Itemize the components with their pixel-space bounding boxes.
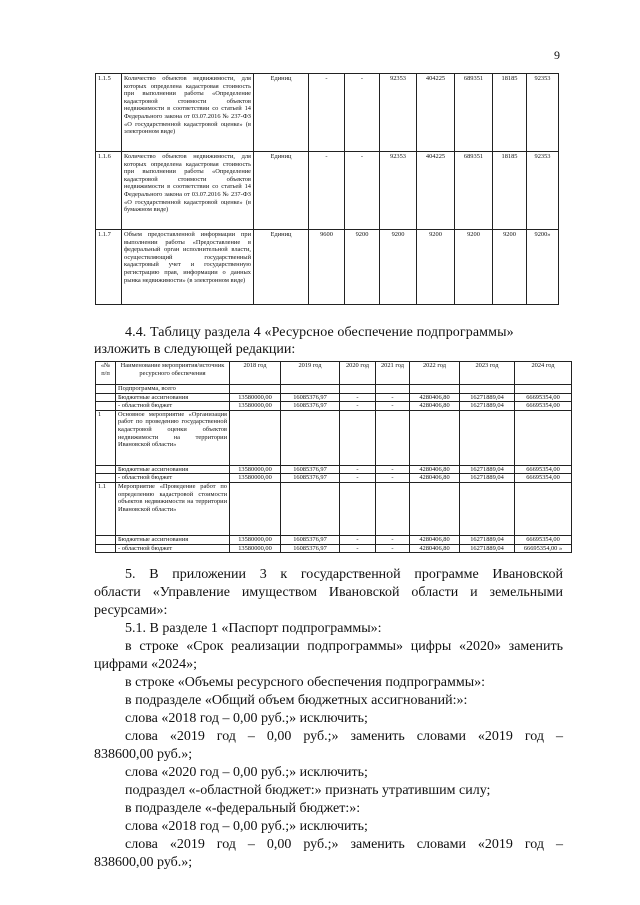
paragraph-5-line1: 5. В приложении 3 к государственной программе Ивановской — [125, 567, 563, 582]
table-row — [96, 465, 572, 474]
column-header: Наименование мероприятия/источник ресурсного обеспечения — [116, 362, 230, 385]
table-row — [96, 393, 572, 402]
line-2019-replace-2b: 838600,00 руб.»; — [94, 855, 193, 870]
value-cell: 13580000,00 — [230, 544, 281, 553]
value-cell: - — [340, 402, 376, 411]
value-cell: 9600 — [309, 230, 345, 305]
table-row — [96, 535, 572, 544]
value-cell: - — [340, 535, 376, 544]
section-4-4-heading: 4.4. Таблицу раздела 4 «Ресурсное обеспечение подпрограммы» — [125, 325, 514, 340]
value-cell: - — [309, 74, 345, 152]
value-cell: - — [309, 152, 345, 230]
section-4-4-heading-cont: изложить в следующей редакции: — [94, 342, 296, 357]
value-cell: 4280406,80 — [410, 393, 460, 402]
row-number — [96, 385, 116, 394]
value-cell: 13580000,00 — [230, 402, 281, 411]
value-cell: 16085376,97 — [281, 465, 340, 474]
line-resources: в строке «Объемы ресурсного обеспечения подпрограммы»: — [125, 675, 486, 690]
indicator-name: Количество объектов недвижимости, для которых определена кадастровая стоимость при выполнении работы «Определение кадастровой стоимости объектов недвижимости в соответствии со статьей 14 Федерального закона от 03.07.2016 № 237-ФЗ «О государственной кадастровой оценке» (в бумажном виде) — [122, 152, 254, 230]
row-number: 1.1.6 — [96, 152, 122, 230]
value-cell: 66695354,00 — [515, 465, 572, 474]
value-cell — [230, 410, 281, 465]
indicators-table — [95, 73, 559, 305]
column-header: 2022 год — [410, 362, 460, 385]
value-cell — [515, 410, 572, 465]
item-name: Бюджетные ассигнования — [116, 535, 230, 544]
table-row — [96, 544, 572, 553]
item-name: Мероприятие «Проведение работ по определению кадастровой стоимости объектов недвижимости на территории Ивановской области» — [116, 482, 230, 535]
table-row — [96, 402, 572, 411]
value-cell: 16271889,04 — [460, 474, 515, 483]
value-cell: 18185 — [493, 152, 527, 230]
value-cell: 4280406,80 — [410, 402, 460, 411]
value-cell: 404225 — [417, 152, 455, 230]
value-cell: - — [340, 544, 376, 553]
value-cell: 689351 — [455, 74, 493, 152]
value-cell: 9200 — [455, 230, 493, 305]
value-cell — [376, 482, 410, 535]
item-name: - областной бюджет — [116, 544, 230, 553]
table-row — [96, 385, 572, 394]
value-cell: 18185 — [493, 74, 527, 152]
row-number — [96, 465, 116, 474]
table-row — [96, 482, 572, 535]
item-name: - областной бюджет — [116, 402, 230, 411]
value-cell: - — [345, 74, 380, 152]
row-number: 1.1.5 — [96, 74, 122, 152]
paragraph-5-line2: области «Управление имуществом Ивановской области и земельными — [94, 585, 563, 600]
value-cell: 16271889,04 — [460, 465, 515, 474]
value-cell — [340, 385, 376, 394]
value-cell — [340, 482, 376, 535]
column-header: 2023 год — [460, 362, 515, 385]
value-cell: 689351 — [455, 152, 493, 230]
row-number: 1.1.7 — [96, 230, 122, 305]
value-cell: 16085376,97 — [281, 474, 340, 483]
value-cell — [230, 482, 281, 535]
value-cell: - — [340, 474, 376, 483]
value-cell: 16271889,04 — [460, 402, 515, 411]
table-row — [96, 74, 559, 152]
value-cell: - — [376, 535, 410, 544]
unit: Единиц — [254, 74, 309, 152]
table-row — [96, 230, 559, 305]
page-number: 9 — [554, 48, 560, 62]
value-cell: - — [345, 152, 380, 230]
line-term-b: цифрами «2024»; — [94, 657, 198, 672]
column-header: 2020 год — [340, 362, 376, 385]
value-cell: 92353 — [380, 152, 417, 230]
value-cell: 16085376,97 — [281, 402, 340, 411]
value-cell: - — [376, 465, 410, 474]
value-cell: 92353 — [527, 152, 559, 230]
value-cell: 13580000,00 — [230, 465, 281, 474]
value-cell — [281, 410, 340, 465]
column-header: 2021 год — [376, 362, 410, 385]
value-cell — [230, 385, 281, 394]
value-cell: - — [376, 402, 410, 411]
value-cell: - — [376, 544, 410, 553]
item-name: Основное мероприятие «Организация работ по проведению государственной кадастровой оценки объектов недвижимости на территории Ивановской области» — [116, 410, 230, 465]
value-cell: 16271889,04 — [460, 393, 515, 402]
item-name: - областной бюджет — [116, 474, 230, 483]
value-cell: 4280406,80 — [410, 535, 460, 544]
value-cell: 66695354,00 » — [515, 544, 572, 553]
value-cell — [281, 385, 340, 394]
line-federal-subsection: в подразделе «-федеральный бюджет:»: — [125, 801, 361, 816]
value-cell: - — [340, 393, 376, 402]
value-cell — [460, 482, 515, 535]
item-name: Подпрограмма, всего — [116, 385, 230, 394]
item-name: Бюджетные ассигнования — [116, 465, 230, 474]
value-cell — [515, 482, 572, 535]
value-cell: 9200 — [345, 230, 380, 305]
line-2019-replace-b: 838600,00 руб.»; — [94, 747, 193, 762]
line-2019-replace-a: слова «2019 год – 0,00 руб.;» заменить словами «2019 год – — [125, 729, 563, 744]
line-2020-exclude: слова «2020 год – 0,00 руб.;» исключить; — [125, 765, 368, 780]
column-header: «№ п/п — [96, 362, 116, 385]
value-cell — [281, 482, 340, 535]
value-cell: 66695354,00 — [515, 402, 572, 411]
row-number — [96, 393, 116, 402]
resource-table — [95, 361, 572, 553]
value-cell — [376, 410, 410, 465]
row-number — [96, 535, 116, 544]
item-name: Бюджетные ассигнования — [116, 393, 230, 402]
value-cell — [515, 385, 572, 394]
value-cell: 9200 — [417, 230, 455, 305]
value-cell: 16271889,04 — [460, 535, 515, 544]
table-row — [96, 474, 572, 483]
line-term-a: в строке «Срок реализации подпрограммы» цифры «2020» заменить — [125, 639, 563, 654]
line-2019-replace-2a: слова «2019 год – 0,00 руб.;» заменить словами «2019 год – — [125, 837, 563, 852]
value-cell: 13580000,00 — [230, 393, 281, 402]
column-header: 2024 год — [515, 362, 572, 385]
value-cell: 16085376,97 — [281, 544, 340, 553]
value-cell: 16085376,97 — [281, 535, 340, 544]
value-cell: 16271889,04 — [460, 544, 515, 553]
value-cell: 92353 — [380, 74, 417, 152]
value-cell: 404225 — [417, 74, 455, 152]
column-header: 2018 год — [230, 362, 281, 385]
value-cell: 92353 — [527, 74, 559, 152]
paragraph-5-line3: ресурсами»: — [94, 603, 168, 618]
indicator-name: Количество объектов недвижимости, для которых определена кадастровая стоимость при выполнении работы «Определение кадастровой стоимости объектов недвижимости в соответствии со статьей 14 Федерального закона от 03.07.2016 № 237-ФЗ «О государственной кадастровой оценке» (в электронном виде) — [122, 74, 254, 152]
value-cell — [410, 385, 460, 394]
line-total-subsection: в подразделе «Общий объем бюджетных ассигнований:»: — [125, 693, 468, 708]
value-cell: 4280406,80 — [410, 465, 460, 474]
row-number — [96, 402, 116, 411]
value-cell: 66695354,00 — [515, 474, 572, 483]
value-cell: 9200 — [380, 230, 417, 305]
row-number — [96, 474, 116, 483]
value-cell — [460, 385, 515, 394]
value-cell: 66695354,00 — [515, 535, 572, 544]
value-cell: - — [376, 474, 410, 483]
value-cell — [410, 410, 460, 465]
value-cell: 4280406,80 — [410, 544, 460, 553]
line-2018-exclude-2: слова «2018 год – 0,00 руб.;» исключить; — [125, 819, 368, 834]
row-number — [96, 544, 116, 553]
value-cell: 13580000,00 — [230, 474, 281, 483]
line-regional-invalid: подраздел «-областной бюджет:» признать утратившим силу; — [125, 783, 491, 798]
value-cell: 66695354,00 — [515, 393, 572, 402]
header-row — [96, 362, 572, 385]
table-row — [96, 410, 572, 465]
value-cell — [376, 385, 410, 394]
value-cell: 16085376,97 — [281, 393, 340, 402]
paragraph-5-1: 5.1. В разделе 1 «Паспорт подпрограммы»: — [125, 621, 382, 636]
table-row — [96, 152, 559, 230]
value-cell — [410, 482, 460, 535]
unit: Единиц — [254, 230, 309, 305]
row-number: 1 — [96, 410, 116, 465]
value-cell — [340, 410, 376, 465]
value-cell: 9200» — [527, 230, 559, 305]
value-cell: - — [340, 465, 376, 474]
value-cell — [460, 410, 515, 465]
value-cell: 4280406,80 — [410, 474, 460, 483]
value-cell: 9200 — [493, 230, 527, 305]
value-cell: 13580000,00 — [230, 535, 281, 544]
line-2018-exclude: слова «2018 год – 0,00 руб.;» исключить; — [125, 711, 368, 726]
unit: Единиц — [254, 152, 309, 230]
indicator-name: Объем предоставленной информации при выполнении работы «Предоставление в федеральный орган исполнительной власти, осуществляющий государственный кадастровый учет и государственную регистрацию прав, информации о данных рынка недвижимости» (в электронном виде) — [122, 230, 254, 305]
row-number: 1.1 — [96, 482, 116, 535]
value-cell: - — [376, 393, 410, 402]
column-header: 2019 год — [281, 362, 340, 385]
